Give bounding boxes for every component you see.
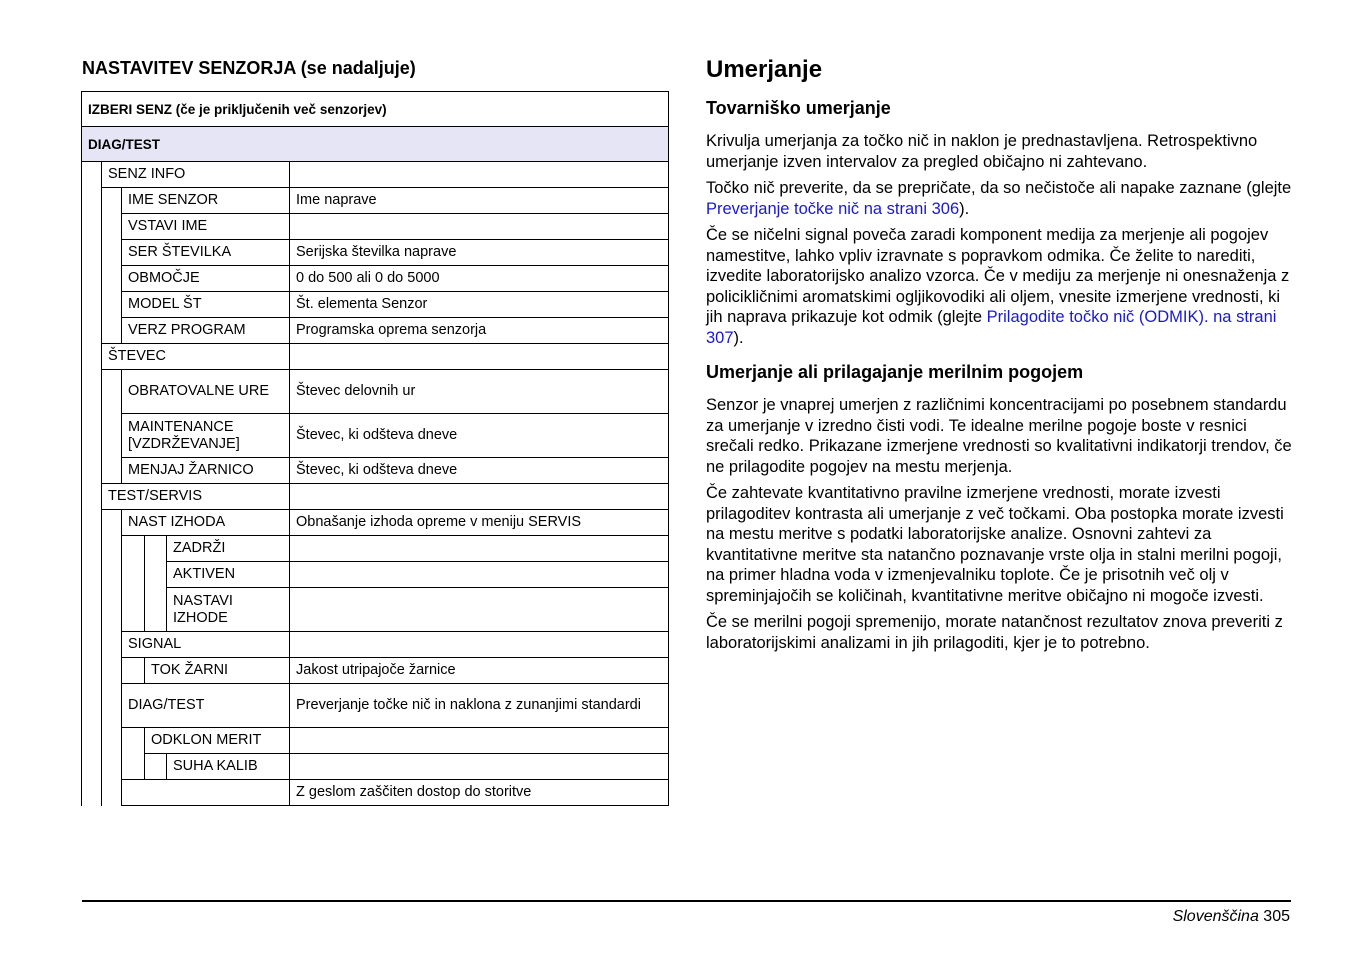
paragraph-5: Če zahtevate kvantitativno pravilne izmerjene vrednosti, morate izvesti prilagoditev kontrasta ali umerjanje z več točkami. Oba postopka morate izvesti na mestu meritve s podatki laboratorijske analize. Osnovni zahtevi za kvantitativne meritve sta natančno poznavanje vrste olja in stalni merilni pogoji, na primer hladna voda v izmenjevalniku toplote. Če je prisotnih več olj v spreminjajočih se količinah, kvantitativne meritve običajno ni mogoče izvesti. [706, 484, 1284, 605]
heading-factory-calibration: Tovarniško umerjanje [706, 98, 891, 118]
link-adjust-zero[interactable]: Prilagodite točko nič (ODMIK). na strani 307 [706, 308, 1277, 347]
table-header-diag-test: DIAG/TEST [82, 127, 669, 162]
link-zero-check[interactable]: Preverjanje točke nič na strani 306 [706, 199, 960, 218]
menu-tok-zarni: TOK ŽARNI [145, 658, 290, 684]
paragraph-4: Senzor je vnaprej umerjen z različnimi koncentracijami po posebnem standardu za umerjanje v izredno čisti vodi. Te idealne merilne pogoje boste v resnici srečali redko. Prikazane izmerjene vrednosti so kvalitativni indikatorji trendov, če ne prilagodite pogojev na mestu merjenja. [706, 396, 1292, 476]
table-row [82, 266, 669, 292]
heading-conditions: Umerjanje ali prilagajanje merilnim pogojem [706, 362, 1084, 382]
menu-menjaj-zarnico: MENJAJ ŽARNICO [122, 458, 290, 484]
menu-test-servis: TEST/SERVIS [102, 484, 290, 510]
table-row [82, 510, 669, 536]
menu-model-st: MODEL ŠT [122, 292, 290, 318]
page-title: Umerjanje [706, 56, 823, 83]
menu-zadrzi: ZADRŽI [167, 536, 290, 562]
menu-suha-kalib: SUHA KALIB [167, 754, 290, 780]
table-row [82, 414, 669, 458]
menu-vstavi-ime: VSTAVI IME [122, 214, 290, 240]
page-number: 305 [1263, 908, 1290, 925]
menu-nastavi-izhode: NASTAVI IZHODE [167, 588, 290, 632]
table-row [82, 658, 669, 684]
paragraph-1: Krivulja umerjanja za točko nič in naklon je prednastavljena. Retrospektivno umerjanje izven intervalov za pregled običajno ni zahtevano. [706, 132, 1258, 171]
table-row [82, 632, 669, 658]
menu-maintenance: MAINTENANCE [VZDRŽEVANJE] [122, 414, 290, 458]
table-row [82, 292, 669, 318]
table-row [82, 344, 669, 370]
desc-diag-test: Preverjanje točke nič in naklona z zunanjimi standardi [290, 684, 669, 728]
paragraph-3: Če se ničelni signal poveča zaradi komponent medija za merjenje ali pogojev namestitve, lahko vpliv izravnate s popravkom odmika. Če želite to narediti, izvedite laboratorijsko analizo vzorca. Če v mediju za merjenje ni onesnaženja z policikličnimi aromatskimi ogljikovodiki ali oljem, vnesite izmerjene vrednosti, ki jih naprava prikazuje kot odmik (glejte Prilagodite točko nič (ODMIK). na strani 307). [706, 226, 1290, 347]
menu-verz-program: VERZ PROGRAM [122, 318, 290, 344]
desc-obmocje: 0 do 500 ali 0 do 5000 [290, 266, 669, 292]
page-footer [1173, 908, 1290, 926]
desc-geslo: Z geslom zaščiten dostop do storitve [290, 780, 669, 806]
menu-stevec: ŠTEVEC [102, 344, 290, 370]
section-title: NASTAVITEV SENZORJA (se nadaljuje) [82, 58, 416, 78]
paragraph-2: Točko nič preverite, da se prepričate, da so nečistoče ali napake zaznane (glejte Preverjanje točke nič na strani 306). [706, 179, 1292, 218]
footer-language: Slovenščina [1172, 908, 1259, 925]
table-row [82, 370, 669, 414]
table-row [82, 562, 669, 588]
desc-menjaj-zarnico: Števec, ki odšteva dneve [290, 458, 669, 484]
table-row [82, 318, 669, 344]
table-row [82, 536, 669, 562]
menu-diag-test: DIAG/TEST [122, 684, 290, 728]
menu-senz-info: SENZ INFO [102, 162, 290, 188]
desc-ser-stevilka: Serijska številka naprave [290, 240, 669, 266]
desc-tok-zarni: Jakost utripajoče žarnice [290, 658, 669, 684]
menu-obratovalne-ure: OBRATOVALNE URE [122, 370, 290, 414]
table-row [82, 188, 669, 214]
table-row [82, 214, 669, 240]
desc-maintenance: Števec, ki odšteva dneve [290, 414, 669, 458]
table-row [82, 754, 669, 780]
table-header-select-sensor: IZBERI SENZ (če je priključenih več senzorjev) [82, 92, 669, 127]
menu-nast-izhoda: NAST IZHODA [122, 510, 290, 536]
table-row [82, 162, 669, 188]
desc-ime-senzor: Ime naprave [290, 188, 669, 214]
menu-obmocje: OBMOČJE [122, 266, 290, 292]
menu-signal: SIGNAL [122, 632, 290, 658]
table-row [82, 728, 669, 754]
table-row [82, 484, 669, 510]
right-column [706, 56, 1296, 659]
table-row [82, 240, 669, 266]
menu-ime-senzor: IME SENZOR [122, 188, 290, 214]
table-row [82, 588, 669, 632]
desc-nast-izhoda: Obnašanje izhoda opreme v meniju SERVIS [290, 510, 669, 536]
table-row [82, 684, 669, 728]
table-row [82, 780, 669, 806]
menu-odklon-merit: ODKLON MERIT [145, 728, 290, 754]
table-row [82, 458, 669, 484]
menu-table [81, 91, 669, 806]
menu-ser-stevilka: SER ŠTEVILKA [122, 240, 290, 266]
desc-verz-program: Programska oprema senzorja [290, 318, 669, 344]
desc-obratovalne-ure: Števec delovnih ur [290, 370, 669, 414]
footer-divider [82, 900, 1291, 902]
menu-aktiven: AKTIVEN [167, 562, 290, 588]
desc-model-st: Št. elementa Senzor [290, 292, 669, 318]
paragraph-6: Če se merilni pogoji spremenijo, morate natančnost rezultatov znova preveriti z laboratorijskimi analizami in jih prilagoditi, kjer je to potrebno. [706, 613, 1283, 652]
